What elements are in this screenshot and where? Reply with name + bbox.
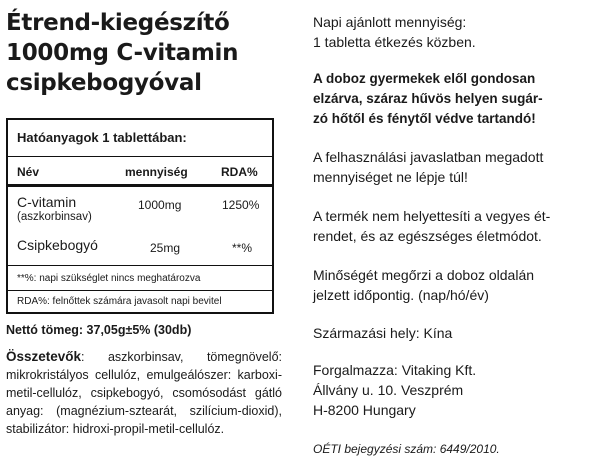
quality-line-1: Minőségét megőrzi a doboz oldalán: [313, 267, 535, 283]
divider: [8, 184, 272, 187]
storage-line-2: elzárva, száraz hűvös helyen sugár-: [313, 91, 543, 106]
warning-line-2: mennyiséget ne lépje túl!: [313, 169, 468, 185]
table-heading: Hatóanyagok 1 tablettában:: [17, 130, 187, 145]
ingredients-text: : aszkorbinsav, tömegnövelő: mikrokristályos cellulóz, emulgeálószer: karboxi-metil-cellulóz, csipkebogyó, csomósodást gátló anyag: (magnézium-sztearát, szilícium-dioxid), stabilizátor: hidroxi-propil-metil-cellulóz.: [6, 350, 282, 436]
substitute-notice: [313, 206, 593, 246]
row-amount: 1000mg: [138, 198, 182, 212]
net-weight: Nettó tömeg: 37,05g±5% (30db): [6, 323, 192, 337]
row-subname: (aszkorbinsav): [17, 211, 92, 223]
title-line-2: 1000mg C-vitamin: [6, 40, 239, 66]
ingredients: [6, 348, 282, 438]
divider: [8, 290, 272, 291]
best-before: [313, 265, 593, 305]
title-line-3: csipkebogyóval: [6, 70, 202, 96]
distributor-line-2: Állvány u. 10. Veszprém: [313, 382, 464, 398]
origin: [313, 323, 593, 343]
dosage-line-1: Napi ajánlott mennyiség:: [313, 14, 467, 30]
distributor-line-1: Forgalmazza: Vitaking Kft.: [313, 362, 477, 378]
column-header-amount: mennyiség: [125, 165, 188, 179]
divider: [8, 265, 272, 266]
substitute-line-1: A termék nem helyettesíti a vegyes ét-: [313, 208, 551, 224]
row-rda: **%: [232, 241, 253, 255]
ingredients-label: Összetevők: [6, 349, 82, 364]
storage-line-3: zó hőtől és fénytől védve tartandó!: [313, 111, 536, 126]
warning-line-1: A felhasználási javaslatban megadott: [313, 149, 544, 165]
row-rda: 1250%: [222, 198, 260, 212]
substitute-line-2: rendet, és az egészséges életmódot.: [313, 228, 542, 244]
row-name: C-vitamin: [17, 194, 77, 210]
title-line-1: Étrend-kiegészítő: [6, 10, 230, 36]
dosage-warning: [313, 147, 593, 187]
storage-instructions: [313, 69, 593, 129]
registration-number: [313, 439, 593, 459]
column-header-rda: RDA%: [221, 165, 258, 179]
origin-line: Származási hely: Kína: [313, 325, 453, 341]
footnote-1: **%: napi szükséglet nincs meghatározva: [17, 273, 201, 284]
dosage: [313, 12, 593, 52]
row-amount: 25mg: [150, 241, 181, 255]
distributor-line-3: H-8200 Hungary: [313, 402, 416, 418]
distributor: [313, 360, 593, 420]
column-header-name: Név: [17, 165, 40, 179]
divider: [8, 156, 272, 157]
product-title: [6, 8, 296, 98]
quality-line-2: jelzett időpontig. (nap/hó/év): [313, 287, 489, 303]
footnote-2: RDA%: felnőttek számára javasolt napi bevitel: [17, 296, 222, 307]
row-name: Csipkebogyó: [17, 237, 98, 253]
active-ingredients-table: [6, 118, 274, 314]
storage-line-1: A doboz gyermekek elől gondosan: [313, 71, 536, 86]
dosage-line-2: 1 tabletta étkezés közben.: [313, 34, 476, 50]
registration-line: OÉTI bejegyzési szám: 6449/2010.: [313, 442, 500, 456]
